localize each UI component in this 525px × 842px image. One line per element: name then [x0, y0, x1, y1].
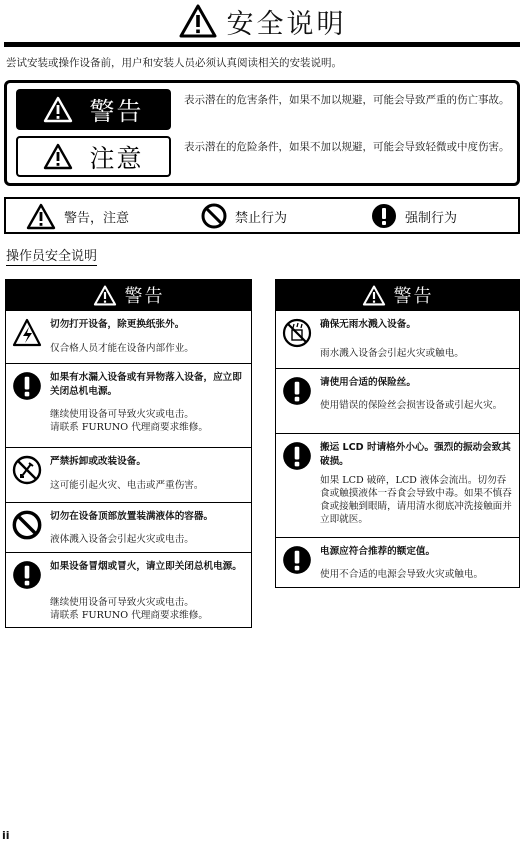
prohibited-icon	[12, 510, 42, 540]
mandatory-action-icon	[371, 203, 397, 229]
item-description: 仅合格人员才能在设备内部作业。	[50, 343, 194, 354]
warning-triangle-icon	[26, 203, 56, 230]
title-divider	[4, 42, 520, 47]
list-item	[276, 310, 519, 368]
page-title-area	[0, 2, 525, 40]
item-title: 切勿打开设备，除更换纸张外。	[50, 319, 185, 330]
mandatory-action-icon	[282, 376, 312, 406]
item-description: 这可能引起火灾、电击或严重伤害。	[50, 480, 204, 491]
symbol-warning	[26, 203, 129, 230]
prohibited-icon	[201, 203, 227, 229]
warning-description: 表示潜在的危害条件，如果不加以规避，可能会导致严重的伤亡事故。	[184, 94, 510, 106]
warning-triangle-icon	[179, 4, 217, 38]
list-item	[276, 433, 519, 537]
symbol-prohibited	[201, 203, 287, 229]
mandatory-action-icon	[12, 371, 42, 401]
item-description: 使用错误的保险丝会损害设备或引起火灾。	[320, 400, 503, 411]
list-item	[6, 363, 251, 447]
list-item	[6, 552, 251, 626]
item-description: 雨水溅入设备会引起火灾或触电。	[320, 348, 464, 359]
item-description: 如果 LCD 破碎，LCD 液体会流出。切勿吞食或触摸液体一吞食会导致中毒。如果不慎吞食或接触到眼睛，请用清水彻底冲洗接触面并立即就医。	[320, 475, 512, 525]
mandatory-action-icon	[282, 441, 312, 471]
warning-triangle-icon	[93, 285, 117, 306]
item-title: 搬运 LCD 时请格外小心。强烈的振动会致其破损。	[320, 442, 511, 467]
symbol-legend-bar	[4, 197, 520, 234]
right-warning-panel	[275, 279, 520, 588]
list-item	[6, 310, 251, 363]
panel-header-label: 警告	[124, 286, 165, 307]
warning-label: 警告	[89, 96, 144, 126]
panel-header-label: 警告	[393, 286, 434, 307]
mandatory-action-icon	[282, 545, 312, 575]
warning-triangle-icon	[43, 143, 73, 170]
item-title: 如果设备冒烟或冒火，请立即关闭总机电源。	[50, 561, 242, 572]
warning-triangle-icon	[362, 285, 386, 306]
panel-header	[276, 280, 519, 310]
item-title: 确保无雨水溅入设备。	[320, 319, 416, 330]
caution-description: 表示潜在的危险条件，如果不加以规避，可能会导致轻微或中度伤害。	[184, 141, 510, 153]
item-title: 请使用合适的保险丝。	[320, 377, 416, 388]
item-title: 切勿在设备顶部放置装满液体的容器。	[50, 511, 214, 522]
item-description: 继续使用设备可导致火灾或电击。 请联系 FURUNO 代理商要求维修。	[50, 409, 208, 433]
warning-triangle-icon	[43, 96, 73, 123]
symbol-warning-label: 警告，注意	[64, 211, 130, 226]
mandatory-action-icon	[12, 560, 42, 590]
symbol-mandatory-label: 强制行为	[405, 210, 458, 226]
panel-header	[6, 280, 251, 310]
list-item	[6, 502, 251, 552]
item-title: 如果有水漏入设备或有异物落入设备，应立即关闭总机电源。	[50, 372, 242, 397]
signal-word-legend	[4, 80, 520, 186]
item-description: 继续使用设备可导致火灾或电击。 请联系 FURUNO 代理商要求维修。	[50, 597, 208, 621]
item-description: 使用不合适的电源会导致火灾或触电。	[320, 569, 484, 580]
list-item	[276, 537, 519, 587]
list-item	[276, 368, 519, 433]
legend-row-caution	[16, 136, 510, 177]
left-warning-panel	[5, 279, 252, 628]
caution-label-block	[16, 136, 171, 177]
section-heading: 操作员安全说明	[6, 245, 97, 266]
no-water-icon	[282, 318, 312, 348]
page-number: ii	[2, 829, 10, 842]
no-disassembly-icon	[12, 455, 42, 485]
symbol-prohibited-label: 禁止行为	[235, 210, 288, 226]
item-title: 电源应符合推荐的额定值。	[320, 546, 436, 557]
symbol-mandatory	[371, 203, 457, 229]
item-title: 严禁拆卸或改装设备。	[50, 456, 146, 467]
item-description: 液体溅入设备会引起火灾或电击。	[50, 534, 194, 545]
intro-text: 尝试安装或操作设备前，用户和安装人员必须认真阅读相关的安装说明。	[6, 57, 342, 69]
list-item	[6, 447, 251, 502]
page-title: 安全说明	[226, 8, 347, 40]
caution-label: 注意	[89, 143, 144, 173]
legend-row-warning	[16, 89, 510, 130]
electric-shock-icon	[12, 318, 42, 348]
warning-label-block	[16, 89, 171, 130]
